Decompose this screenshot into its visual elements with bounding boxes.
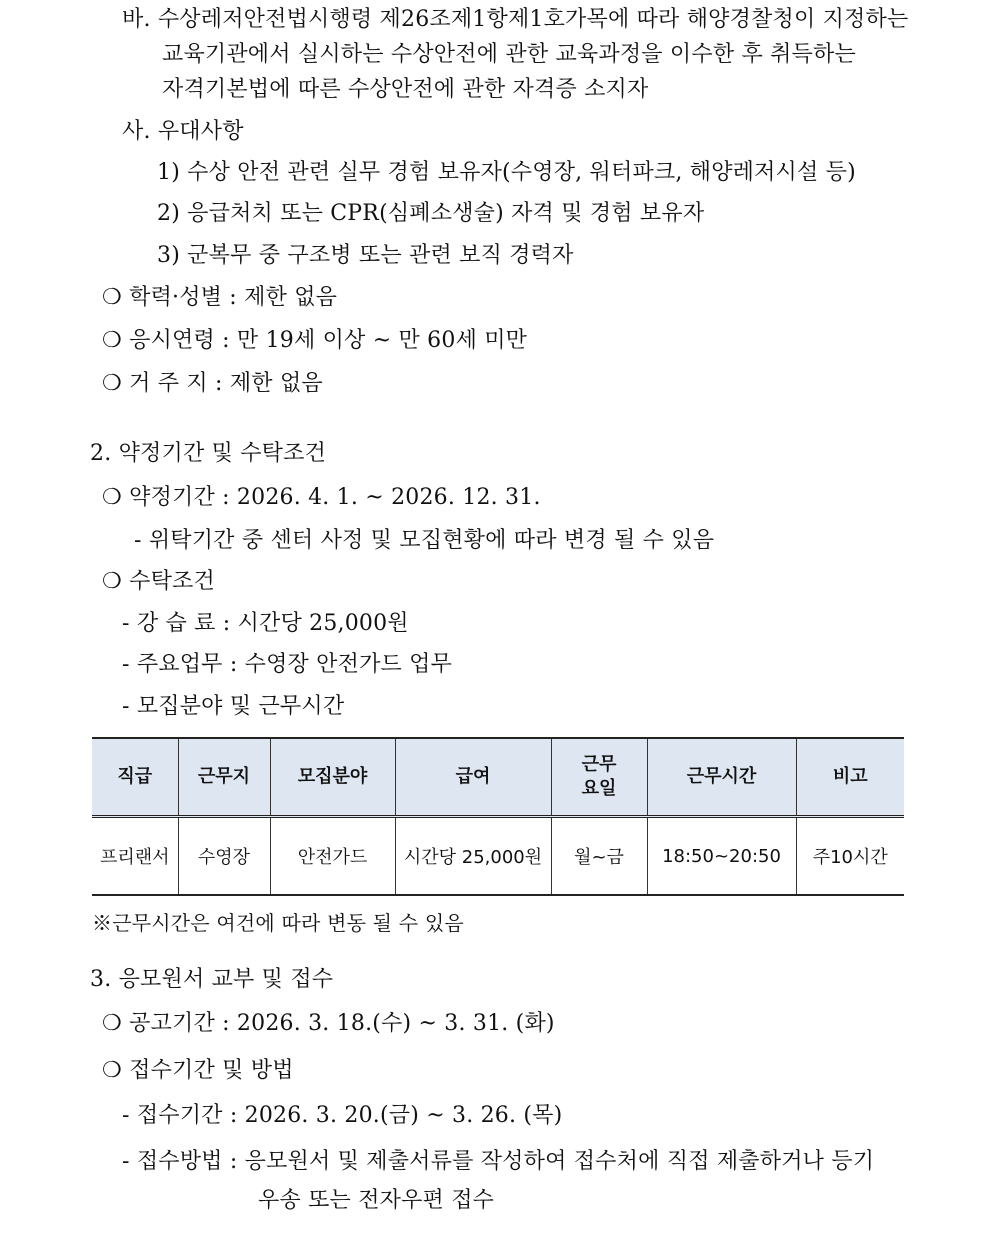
qualification-ba-line2: 교육기관에서 실시하는 수상안전에 관한 교육과정을 이수한 후 취득하는 [162, 42, 856, 67]
header-remarks: 비고 [796, 738, 904, 817]
header-workplace: 근무지 [178, 738, 270, 817]
cell-rank: 프리랜서 [92, 817, 178, 896]
main-duty: - 주요업무 : 수영장 안전가드 업무 [122, 652, 453, 677]
recruit-field-title: - 모집분야 및 근무시간 [122, 694, 345, 719]
qualification-ba-line3: 자격기본법에 따른 수상안전에 관한 자격증 소지자 [162, 77, 649, 102]
preference-title: 사. 우대사항 [122, 119, 244, 144]
cell-field: 안전가드 [270, 817, 395, 896]
section-3-title: 3. 응모원서 교부 및 접수 [90, 967, 334, 992]
lesson-fee: - 강 습 료 : 시간당 25,000원 [122, 611, 409, 636]
header-work-hours: 근무시간 [647, 738, 796, 817]
contract-period-note: - 위탁기간 중 센터 사정 및 모집현황에 따라 변경 될 수 있음 [134, 528, 715, 553]
preference-item-1: 1) 수상 안전 관련 실무 경험 보유자(수영장, 워터파크, 해양레저시설 등) [157, 160, 856, 185]
header-workdays-line1: 근무 [581, 754, 617, 775]
receipt-method-line2: 우송 또는 전자우편 접수 [258, 1188, 495, 1213]
contract-conditions: ❍ 수탁조건 [102, 569, 215, 594]
header-workdays-line2: 요일 [581, 778, 617, 799]
cell-workdays: 월~금 [551, 817, 647, 896]
header-pay: 급여 [395, 738, 551, 817]
table-header-row [92, 738, 904, 817]
preference-item-3: 3) 군복무 중 구조병 또는 관련 보직 경력자 [157, 243, 574, 268]
preference-item-2: 2) 응급처치 또는 CPR(심폐소생술) 자격 및 경험 보유자 [157, 201, 705, 226]
receipt-period: - 접수기간 : 2026. 3. 20.(금) ~ 3. 26. (목) [122, 1103, 563, 1128]
recruitment-table [92, 737, 904, 896]
contract-period: ❍ 약정기간 : 2026. 4. 1. ~ 2026. 12. 31. [102, 485, 541, 510]
receipt-method-line1: - 접수방법 : 응모원서 및 제출서류를 작성하여 접수처에 직접 제출하거나 등기 [122, 1149, 875, 1174]
residence: ❍ 거 주 지 : 제한 없음 [102, 371, 323, 396]
header-field: 모집분야 [270, 738, 395, 817]
receipt-title: ❍ 접수기간 및 방법 [102, 1058, 294, 1083]
qualification-ba-line1: 바. 수상레저안전법시행령 제26조제1항제1호가목에 따라 해양경찰청이 지정하는 [122, 7, 909, 32]
notice-period: ❍ 공고기간 : 2026. 3. 18.(수) ~ 3. 31. (화) [102, 1011, 555, 1036]
cell-workplace: 수영장 [178, 817, 270, 896]
cell-work-hours: 18:50~20:50 [647, 817, 796, 896]
header-workdays [551, 738, 647, 817]
cell-remarks: 주10시간 [796, 817, 904, 896]
table-note: ※근무시간은 여건에 따라 변동 될 수 있음 [92, 911, 464, 935]
header-rank: 직급 [92, 738, 178, 817]
cell-pay: 시간당 25,000원 [395, 817, 551, 896]
table-row [92, 817, 904, 896]
education-gender: ❍ 학력·성별 : 제한 없음 [102, 285, 338, 310]
age-limit: ❍ 응시연령 : 만 19세 이상 ~ 만 60세 미만 [102, 328, 528, 353]
section-2-title: 2. 약정기간 및 수탁조건 [90, 441, 327, 466]
